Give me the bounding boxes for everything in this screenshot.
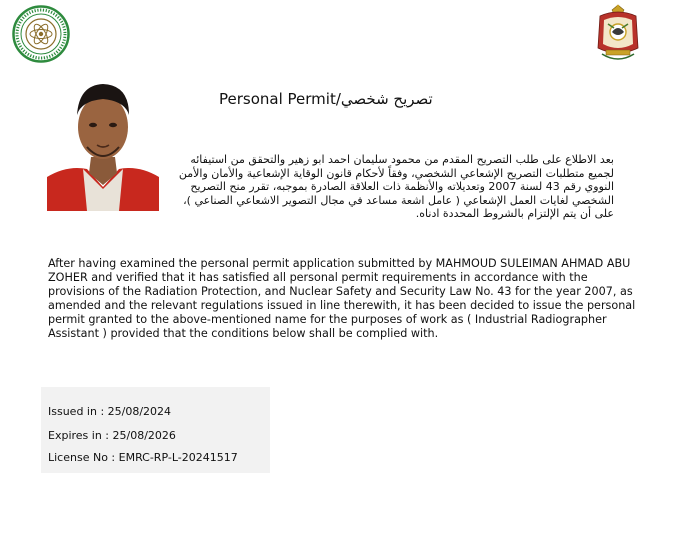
english-permit-text: After having examined the personal permit application submitted by MAHMOUD SULEIMAN AHMAD ABU ZOHER and verified that it has satisfied all personal permit requirements in accordance with the provisions of the Radiation Protection, and Nuclear Safety and Security Law No. 43 for the year 2007, as amended and the relevant regulations issued in line therewith, it has been decided to issue the personal permit granted to the above-mentioned name for the purposes of work as ( Industrial Radiographer Assistant ) provided that the conditions below shall be complied with.: [48, 257, 636, 340]
jordan-coat-of-arms-logo: [594, 4, 642, 64]
permit-details-box: [41, 387, 270, 473]
holder-photo: [47, 77, 159, 211]
permit-title: Personal Permit/تصريح شخصي: [219, 90, 433, 108]
issued-date: Issued in : 25/08/2024: [48, 405, 172, 418]
emrc-seal-logo: [12, 5, 70, 63]
arabic-permit-text: بعد الاطلاع على طلب التصريح المقدم من محمود سليمان احمد ابو زهير والتحقق من استيفائه لجميع متطلبات التصريح الإشعاعي الشخصي، وفقاً لأحكام قانون الوقاية الإشعاعية والأمان والأمن النووي رقم 43 لسنة 2007 وتعديلاته والأنظمة ذات العلاقة الصادرة بموجبه، تقرر منح التصريح الشخصي لغايات العمل الإشعاعي ( عامل اشعة مساعد في مجال التصوير الاشعاعي الصناعي )، على أن يتم الإلتزام بالشروط المحددة ادناه.: [178, 153, 614, 220]
license-number: License No : EMRC-RP-L-20241517: [48, 451, 238, 464]
expiry-date: Expires in : 25/08/2026: [48, 429, 176, 442]
